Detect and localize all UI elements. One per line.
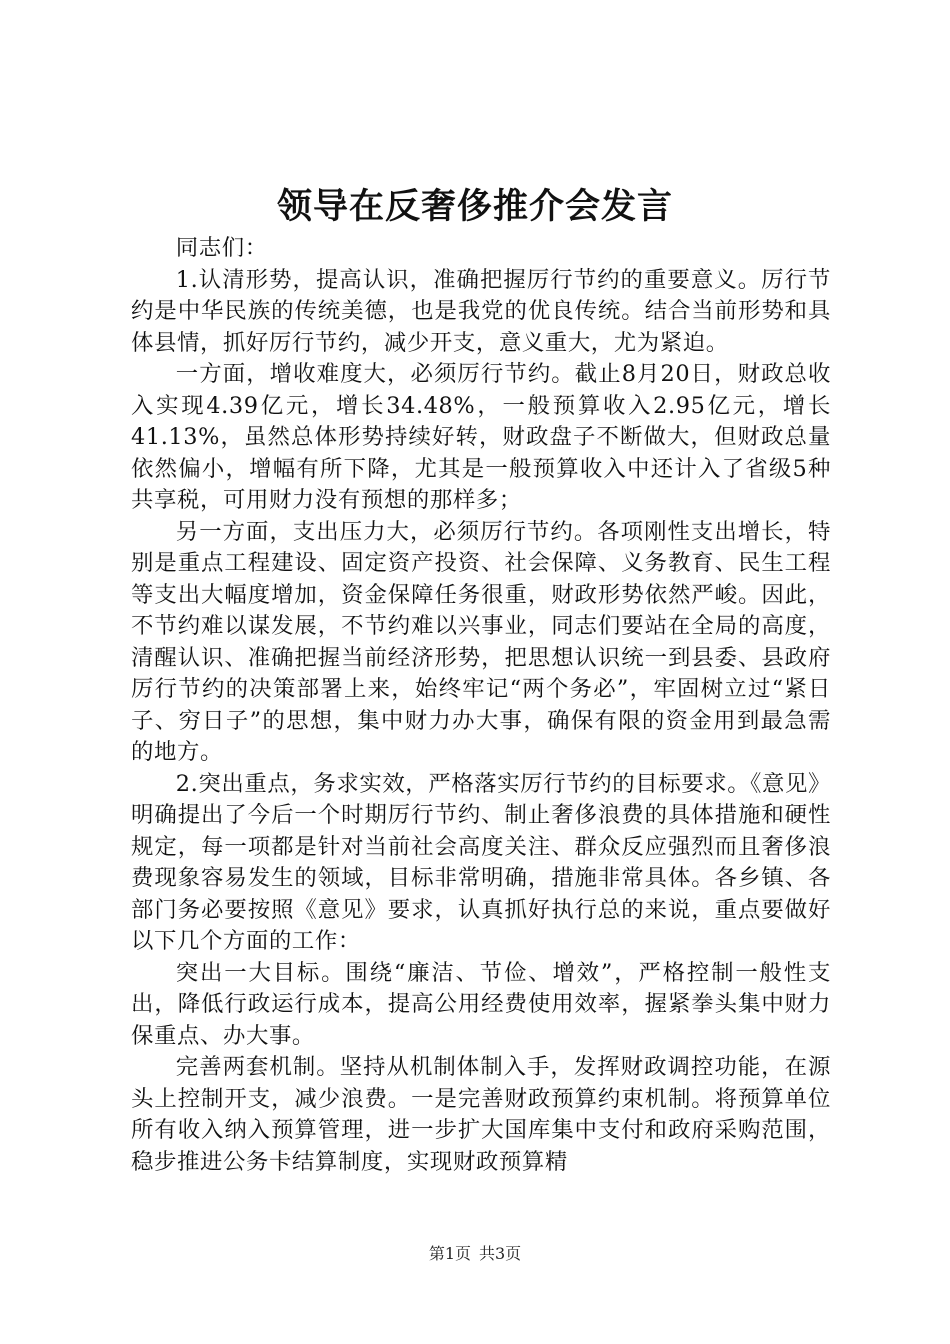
paragraph: 一方面，增收难度大，必须厉行节约。截止8月20日，财政总收入实现4.39亿元，增长34.48%，一般预算收入2.95亿元，增长41.13%，虽然总体形势持续好转，财政盘子不断做大，但财政总量依然偏小，增幅有所下降，尤其是一般预算收入中还计入了省级5种共享税，可用财力没有预想的那样多；: [131, 361, 831, 513]
document-title: 领导在反奢侈推介会发言: [276, 186, 673, 227]
paragraph: 突出一大目标。围绕“廉洁、节俭、增效”，严格控制一般性支出，降低行政运行成本，提高公用经费使用效率，握紧拳头集中财力保重点、办大事。: [131, 959, 831, 1049]
paragraph: 1.认清形势，提高认识，准确把握厉行节约的重要意义。厉行节约是中华民族的传统美德，也是我党的优良传统。结合当前形势和具体县情，抓好厉行节约，减少开支，意义重大，尤为紧迫。: [131, 266, 831, 356]
paragraph: 另一方面，支出压力大，必须厉行节约。各项刚性支出增长，特别是重点工程建设、固定资产投资、社会保障、义务教育、民生工程等支出大幅度增加，资金保障任务很重，财政形势依然严峻。因此，不节约难以谋发展，不节约难以兴事业，同志们要站在全局的高度，清醒认识、准确把握当前经济形势，把思想认识统一到县委、县政府厉行节约的决策部署上来，始终牢记“两个务必”，牢固树立过“紧日子、穷日子”的思想，集中财力办大事，确保有限的资金用到最急需的地方。: [131, 518, 831, 765]
paragraph: 完善两套机制。坚持从机制体制入手，发挥财政调控功能，在源头上控制开支，减少浪费。一是完善财政预算约束机制。将预算单位所有收入纳入预算管理，进一步扩大国库集中支付和政府采购范围，稳步推进公务卡结算制度，实现财政预算精: [131, 1054, 831, 1175]
page-number: 第1页: [428, 1244, 471, 1263]
page-footer: [0, 1243, 950, 1265]
page-total: 共3页: [479, 1244, 522, 1263]
salutation: 同志们：: [175, 235, 268, 261]
paragraph: 2.突出重点，务求实效，严格落实厉行节约的目标要求。《意见》明确提出了今后一个时期厉行节约、制止奢侈浪费的具体措施和硬性规定，每一项都是针对当前社会高度关注、群众反应强烈而且奢侈浪费现象容易发生的领域，目标非常明确，措施非常具体。各乡镇、各部门务必要按照《意见》要求，认真抓好执行总的来说，重点要做好以下几个方面的工作：: [131, 770, 831, 954]
document-body: [131, 233, 831, 1178]
